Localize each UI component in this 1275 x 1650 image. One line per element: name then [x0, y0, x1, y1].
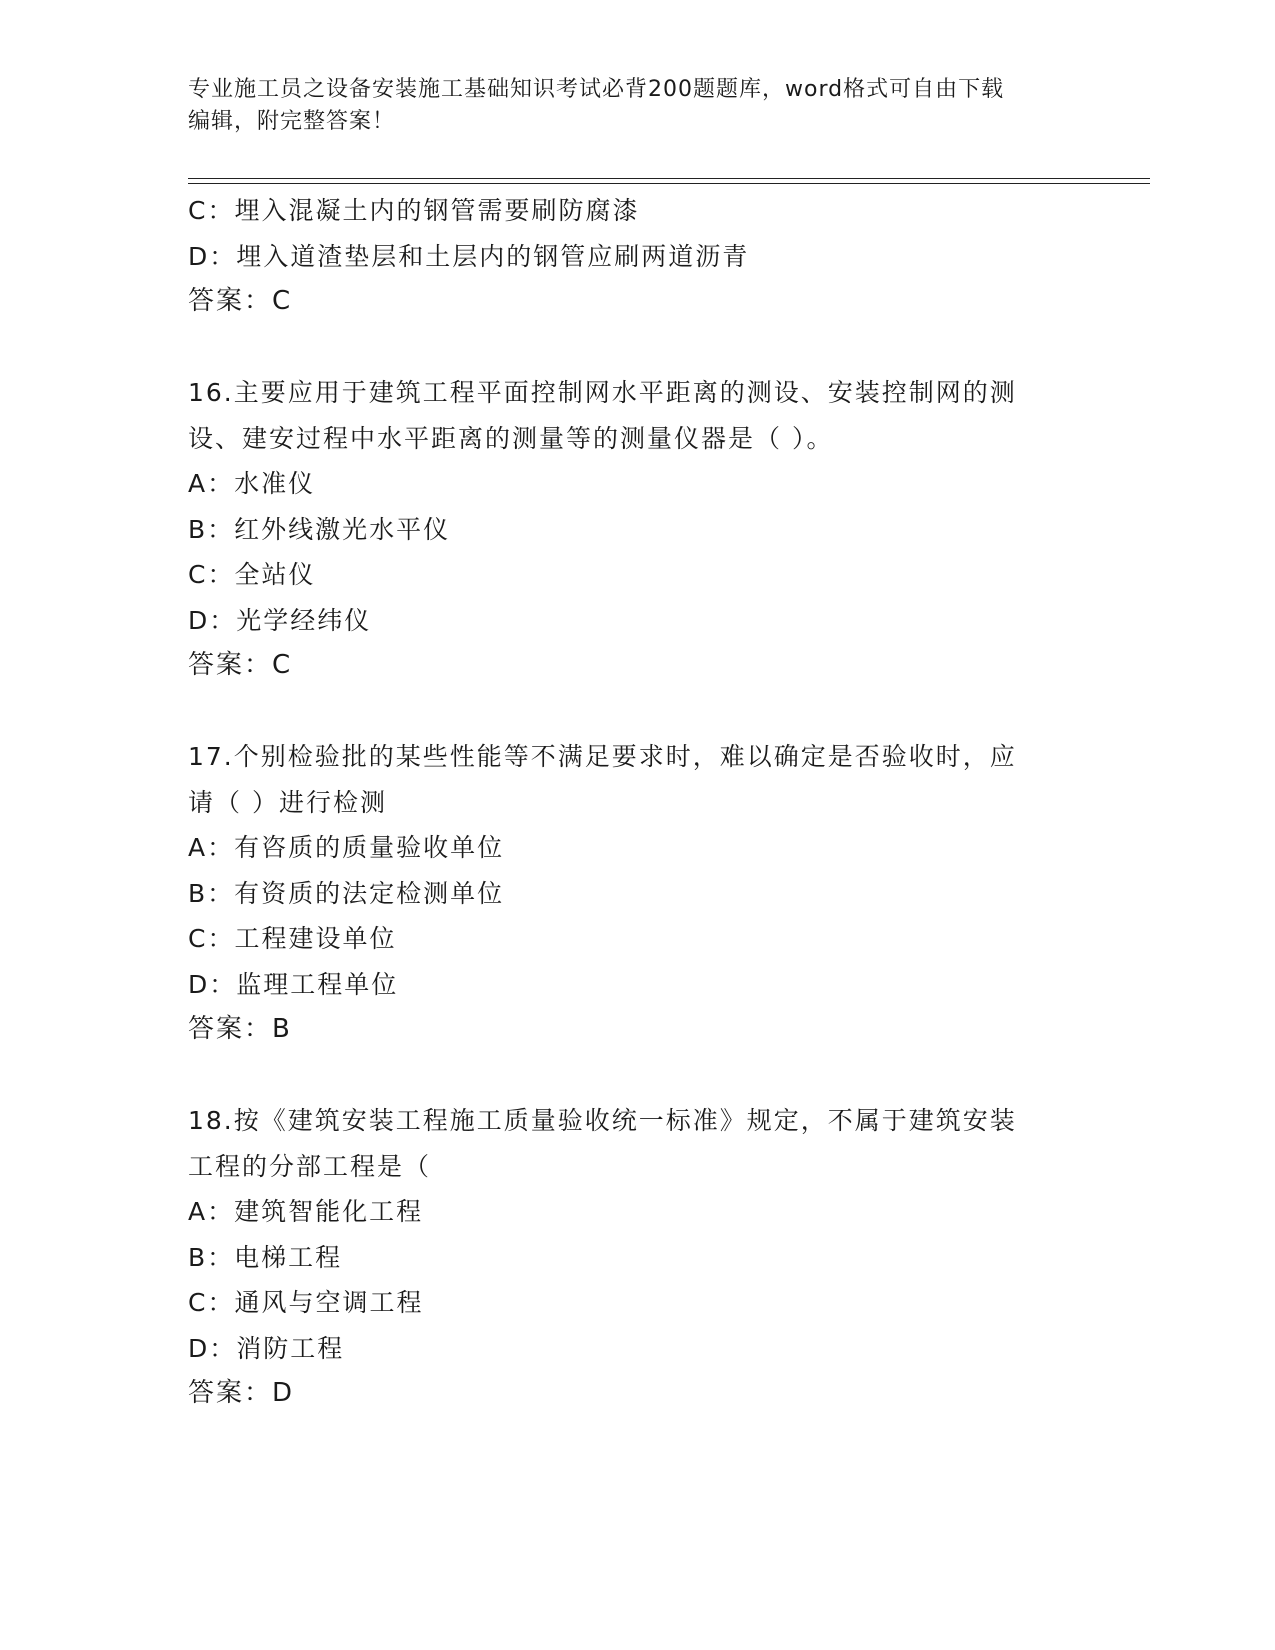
question-stem-line-1: 16.主要应用于建筑工程平面控制网水平距离的测设、安装控制网的测: [188, 378, 1017, 407]
question-stem-line-1: 17.个别检验批的某些性能等不满足要求时，难以确定是否验收时，应: [188, 742, 1017, 771]
question-18: [188, 1098, 1088, 1417]
option-a: A：建筑智能化工程: [188, 1197, 424, 1226]
option-c: C：通风与空调工程: [188, 1288, 424, 1317]
question-stem-line-2: 设、建安过程中水平距离的测量等的测量仪器是（ ）。: [188, 423, 834, 453]
question-stem-line-1: 18.按《建筑安装工程施工质量验收统一标准》规定，不属于建筑安装: [188, 1106, 1017, 1135]
header-line-2: 编辑，附完整答案！: [188, 109, 396, 134]
answer: 答案：C: [188, 650, 293, 680]
option-d: D：光学经纬仪: [188, 605, 372, 635]
answer: 答案：D: [188, 1378, 295, 1408]
option-a: A：水准仪: [188, 469, 316, 498]
option-b: B：红外线激光水平仪: [188, 514, 451, 544]
option-b: B：有资质的法定检测单位: [188, 878, 505, 908]
carryover-question: [188, 188, 1088, 325]
option-d: D：埋入道渣垫层和土层内的钢管应刷两道沥青: [188, 241, 750, 271]
question-16: [188, 370, 1088, 689]
header-line-1: 专业施工员之设备安装施工基础知识考试必背200题题库，word格式可自由下载: [188, 77, 1005, 102]
answer: 答案：B: [188, 1014, 292, 1044]
header-rule-top: [188, 178, 1150, 179]
option-c: C：工程建设单位: [188, 924, 397, 953]
page-header: [188, 74, 1088, 138]
option-a: A：有咨质的质量验收单位: [188, 833, 505, 862]
question-17: [188, 734, 1088, 1053]
option-d: D：监理工程单位: [188, 969, 399, 999]
option-d: D：消防工程: [188, 1333, 345, 1363]
answer: 答案：C: [188, 286, 293, 316]
option-c: C：全站仪: [188, 560, 316, 589]
header-rule-bottom: [188, 183, 1150, 184]
question-stem-line-2: 请（ ）进行检测: [188, 787, 387, 817]
option-c: C：埋入混凝土内的钢管需要刷防腐漆: [188, 196, 640, 225]
option-b: B：电梯工程: [188, 1242, 343, 1272]
question-stem-line-2: 工程的分部工程是（: [188, 1151, 432, 1181]
document-body: [188, 188, 1088, 1417]
